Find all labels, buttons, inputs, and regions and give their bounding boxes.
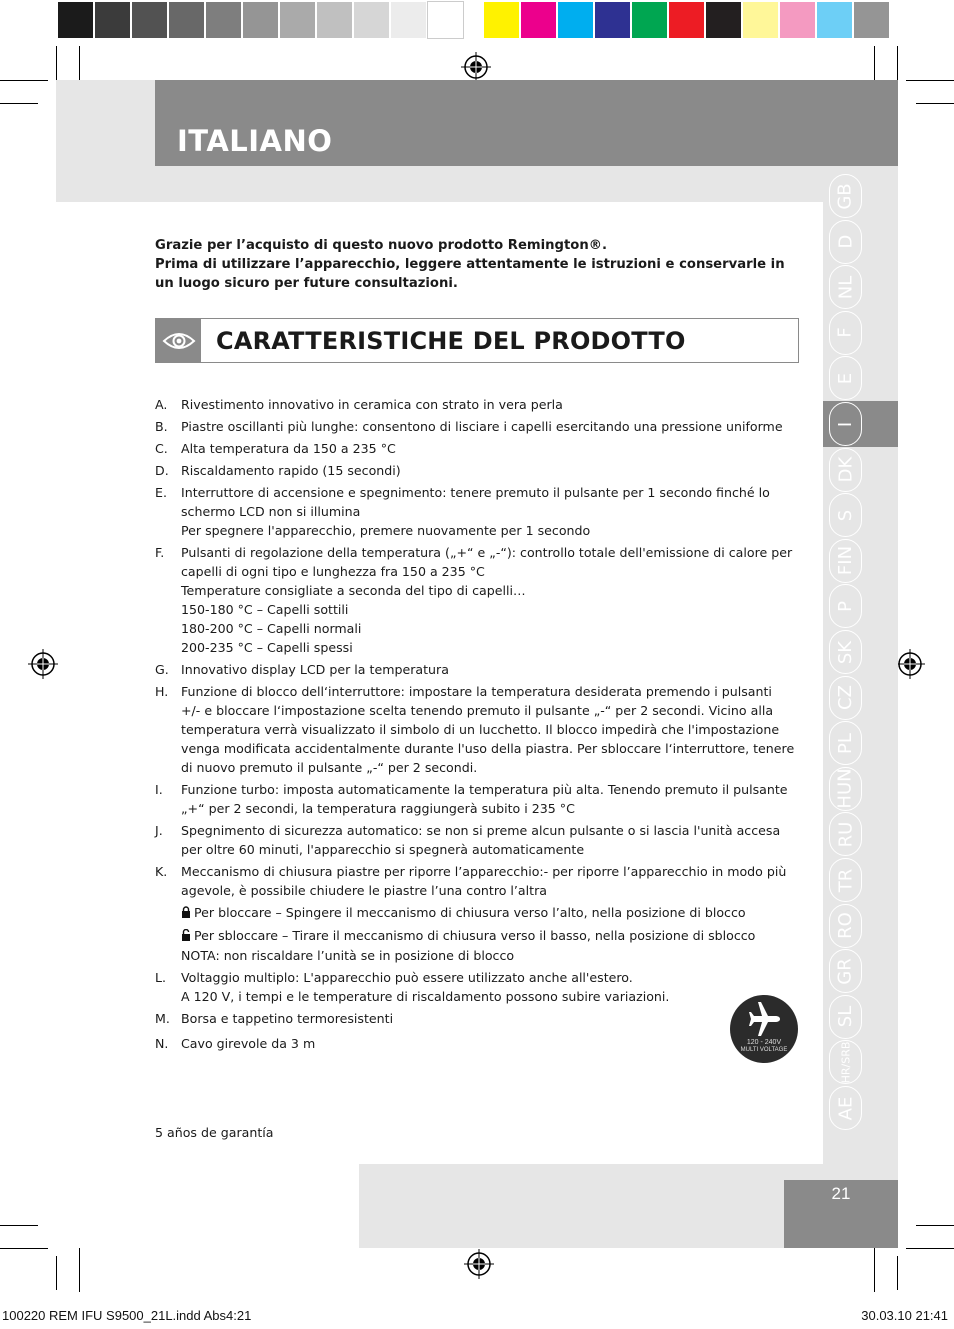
language-tab-tr[interactable] [829, 858, 862, 902]
language-tab-sl[interactable] [829, 995, 862, 1039]
language-tab-label: P [834, 600, 856, 612]
gray-swatch [58, 2, 93, 38]
feature-body [181, 968, 795, 1006]
airplane-icon [744, 1001, 784, 1037]
color-swatch [595, 2, 630, 38]
lock-text: Per bloccare – Spingere il meccanismo di chiusura verso l’alto, nella posizione di blocco [194, 905, 746, 920]
language-tab-ro[interactable] [829, 904, 862, 948]
language-tab-dk[interactable] [829, 448, 862, 492]
feature-letter: C. [155, 441, 168, 456]
feature-body [181, 439, 795, 458]
feature-text: Spegnimento di sicurezza automatico: se non si preme alcun pulsante o si lascia l'unità accesa per oltre 60 minuti, l'apparecchio si spegnerà automaticamente [181, 823, 785, 857]
feature-item [155, 862, 795, 965]
voltage-label: MULTI VOLTAGE [740, 1047, 788, 1053]
unlock-icon [181, 927, 191, 946]
language-tab-label: GB [834, 182, 856, 210]
gray-swatch [95, 2, 130, 38]
language-tab-p[interactable] [829, 584, 862, 628]
feature-letter: B. [155, 419, 168, 434]
gray-swatch [391, 2, 426, 38]
language-tab-sk[interactable] [829, 630, 862, 674]
feature-text: 200-235 °C – Capelli spessi [181, 640, 353, 655]
lock-icon [181, 904, 191, 923]
unlock-instruction [181, 926, 795, 946]
registration-mark-bottom [464, 1249, 494, 1279]
color-swatch [706, 2, 741, 38]
multi-voltage-badge [730, 995, 798, 1063]
language-tab-f[interactable] [829, 311, 862, 355]
gray-swatch [317, 2, 352, 38]
print-slug-file: 100220 REM IFU S9500_21L.indd Abs4:21 [2, 1308, 252, 1323]
feature-text: Temperature consigliate a seconda del tipo di capelli… [181, 583, 526, 598]
language-tab-label: I [835, 421, 856, 427]
language-tab-label: SL [835, 1006, 856, 1028]
feature-body [181, 483, 795, 540]
language-tab-gb[interactable] [829, 174, 862, 218]
feature-letter: D. [155, 463, 169, 478]
feature-letter: K. [155, 864, 168, 879]
feature-letter: J. [155, 823, 163, 838]
lock-instruction [181, 903, 795, 923]
language-tab-fin[interactable] [829, 539, 862, 583]
feature-item [155, 780, 795, 818]
language-tab-label: AE [835, 1096, 856, 1120]
gray-swatch [132, 2, 167, 38]
feature-item [155, 821, 795, 859]
feature-item [155, 417, 795, 436]
gray-swatch [280, 2, 315, 38]
gray-swatch [169, 2, 204, 38]
section-header [155, 318, 799, 363]
color-swatch [632, 2, 667, 38]
language-tab-label: CZ [835, 685, 856, 711]
registration-mark-left [28, 649, 58, 679]
language-tab-label: FIN [834, 546, 856, 576]
language-tab-label: F [834, 327, 856, 338]
intro-text [155, 236, 795, 293]
eye-icon [156, 319, 201, 362]
gray-calibration-bar [58, 2, 465, 38]
language-tab-active[interactable] [829, 402, 862, 446]
unlock-text: Per sbloccare – Tirare il meccanismo di chiusura verso il basso, nella posizione di sblocco [194, 928, 756, 943]
language-tab-label: NL [835, 275, 856, 299]
feature-letter: G. [155, 662, 169, 677]
language-tab-label: HUN [835, 768, 856, 809]
color-calibration-bar [484, 2, 891, 38]
feature-body [181, 1034, 795, 1053]
gray-swatch [428, 2, 463, 38]
feature-body [181, 543, 795, 657]
registration-mark-right [895, 649, 925, 679]
feature-letter: F. [155, 545, 165, 560]
language-tab-label: E [835, 372, 856, 385]
registration-mark-top [461, 52, 491, 82]
feature-letter: M. [155, 1011, 170, 1026]
feature-item [155, 968, 795, 1006]
language-tab-label: RU [835, 821, 856, 848]
language-tab-gr[interactable] [829, 949, 862, 993]
intro-line-2: Prima di utilizzare l’apparecchio, leggere attentamente le istruzioni e conservarle in un luogo sicuro per future consultazioni. [155, 257, 785, 291]
language-tab-label: GR [835, 957, 856, 985]
feature-text: Per spegnere l'apparecchio, premere nuovamente per 1 secondo [181, 523, 591, 538]
feature-item [155, 1009, 795, 1028]
feature-body [181, 417, 795, 436]
gray-swatch [243, 2, 278, 38]
feature-body [181, 862, 795, 965]
feature-text: Borsa e tappetino termoresistenti [181, 1011, 394, 1026]
feature-body [181, 682, 799, 777]
feature-text: Interruttore di accensione e spegnimento: tenere premuto il pulsante per 1 secondo finché lo schermo LCD non si illumina [181, 485, 774, 519]
color-swatch [854, 2, 889, 38]
feature-item [155, 483, 795, 540]
feature-body [181, 821, 795, 859]
color-swatch [743, 2, 778, 38]
language-tab-d[interactable] [829, 220, 862, 264]
feature-list [155, 395, 799, 1056]
feature-body [181, 780, 795, 818]
language-title: ITALIANO [177, 124, 333, 158]
feature-text: 180-200 °C – Capelli normali [181, 621, 362, 636]
feature-text: Funzione di blocco dell‘interruttore: impostare la temperatura desiderata premendo i pulsanti +/- e bloccare l‘impostazione scelta tenendo premuto il pulsante „-“ per 2 secondi. Vicino alla temperatura verrà visualizzato il simbolo di un lucchetto. Il blocco impedirà che l'impostazione venga modificata accidentalmente durante l'uso della piastra. Per sbloccare l‘interruttore, tenere di nuovo premuto il pulsante „-“ per 2 secondi. [181, 684, 799, 775]
color-swatch [669, 2, 704, 38]
color-swatch [521, 2, 556, 38]
feature-item [155, 660, 795, 679]
feature-text: 150-180 °C – Capelli sottili [181, 602, 349, 617]
feature-text: Riscaldamento rapido (15 secondi) [181, 463, 401, 478]
language-title-bar [155, 80, 898, 166]
language-tab-label: PL [834, 732, 856, 754]
feature-letter: A. [155, 397, 168, 412]
color-swatch [484, 2, 519, 38]
feature-letter: H. [155, 684, 169, 699]
language-tab-label: S [835, 509, 856, 521]
feature-body [181, 660, 795, 679]
language-tab-label: TR [834, 868, 856, 892]
feature-text: Meccanismo di chiusura piastre per riporre l’apparecchio:- per riporre l’apparecchio in modo più agevole, è possibile chiudere le piastre l’una contro l’altra [181, 864, 791, 898]
feature-text: Piastre oscillanti più lunghe: consentono di lisciare i capelli esercitando una pressione uniforme [181, 419, 783, 434]
print-slug-date: 30.03.10 21:41 [861, 1308, 948, 1323]
feature-text: Funzione turbo: imposta automaticamente la temperatura più alta. Tenendo premuto il pulsante „+“ per 2 secondi, la temperatura raggiungerà subito i 235 °C [181, 782, 792, 816]
feature-letter: N. [155, 1036, 169, 1051]
color-swatch [817, 2, 852, 38]
page-number-box [784, 1180, 898, 1248]
intro-line-1: Grazie per l’acquisto di questo nuovo prodotto Remington®. [155, 238, 607, 253]
warranty-text: 5 años de garantía [155, 1125, 274, 1140]
language-tab-cz[interactable] [829, 676, 862, 720]
gray-swatch [206, 2, 241, 38]
feature-letter: E. [155, 485, 167, 500]
language-tab-label: D [835, 234, 856, 249]
feature-text: Alta temperatura da 150 a 235 °C [181, 441, 396, 456]
feature-body [181, 461, 795, 480]
language-tab-s[interactable] [829, 493, 862, 537]
page-number: 21 [831, 1184, 851, 1203]
feature-body [181, 1009, 795, 1028]
feature-text: A 120 V, i tempi e le temperature di riscaldamento possono subire variazioni. [181, 989, 670, 1004]
language-tab-ru[interactable] [829, 812, 862, 856]
color-swatch [558, 2, 593, 38]
feature-letter: I. [155, 782, 163, 797]
language-tab-ae[interactable] [829, 1086, 862, 1130]
language-tab-label: SK [834, 640, 856, 664]
language-tab-hun[interactable] [829, 767, 862, 811]
language-tab-label: RO [835, 912, 856, 939]
feature-item [155, 682, 799, 777]
feature-body [181, 395, 795, 414]
feature-item [155, 461, 795, 480]
feature-item [155, 1034, 795, 1053]
feature-letter: L. [155, 970, 167, 985]
feature-item [155, 543, 795, 657]
language-tab-label: DK [834, 456, 856, 483]
feature-text: Cavo girevole da 3 m [181, 1036, 316, 1051]
gray-swatch [354, 2, 389, 38]
language-tab-nl[interactable] [829, 265, 862, 309]
feature-text: Pulsanti di regolazione della temperatura („+“ e „-“): controllo totale dell'emissione di calore per capelli di ogni tipo e lunghezza fra 150 a 235 °C [181, 545, 797, 579]
feature-item [155, 439, 795, 458]
language-tab-label: HR/SRB [839, 1041, 853, 1084]
feature-item [155, 395, 795, 414]
section-title: CARATTERISTICHE DEL PRODOTTO [216, 327, 686, 355]
feature-text: Rivestimento innovativo in ceramica con strato in vera perla [181, 397, 563, 412]
language-tab-e[interactable] [829, 356, 862, 400]
feature-text: Voltaggio multiplo: L'apparecchio può essere utilizzato anche all'estero. [181, 970, 633, 985]
feature-text: Innovativo display LCD per la temperatura [181, 662, 449, 677]
voltage-range: 120 - 240V [746, 1039, 782, 1046]
language-tab-hr-srb[interactable] [829, 1040, 862, 1084]
color-swatch [780, 2, 815, 38]
note-text: NOTA: non riscaldare l’unità se in posizione di blocco [181, 948, 515, 963]
language-tab-pl[interactable] [829, 721, 862, 765]
